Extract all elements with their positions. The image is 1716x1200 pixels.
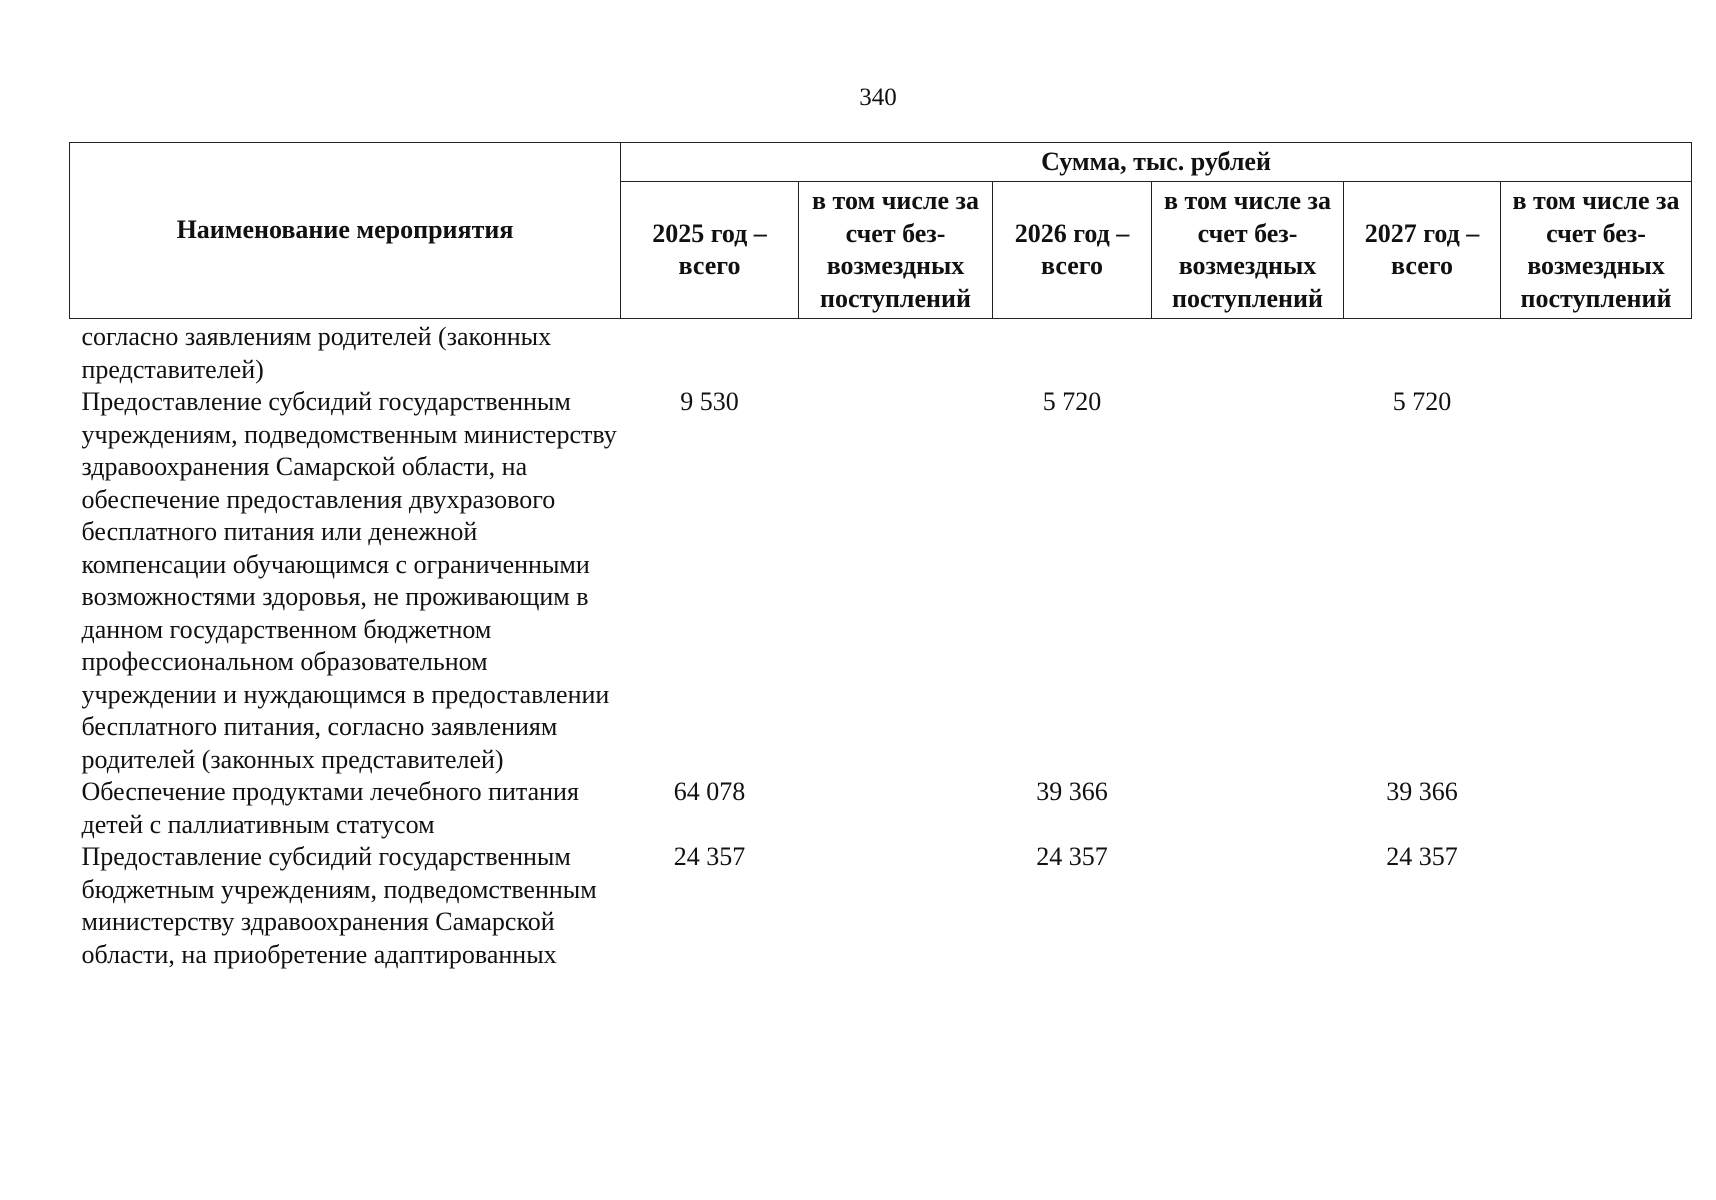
cell-2027-grants — [1501, 776, 1692, 841]
cell-2027-grants — [1501, 386, 1692, 776]
row-name: Предоставление субсидий государственным учреждениям, подведомственным министерству здравоохранения Самарской области, на обеспечение предоставления двухразового бесплатного питания или денежной компенсации обучающимся с ограниченными возможностями здоровья, не проживающим в данном государственном бюджетном профессиональном образовательном учреждении и нуждающимся в предоставлении бесплатного питания, согласно заявлениям родителей (законных представителей) — [81, 387, 617, 774]
cell-2025-total: 9 530 — [680, 387, 739, 416]
cell-2027-total: 5 720 — [1392, 387, 1452, 416]
cell-2026-grants — [1152, 776, 1344, 841]
row-name: Обеспечение продуктами лечебного питания детей с паллиативным статусом — [81, 777, 579, 839]
header-2027-grants: в том числе за счет без-возмездных поступлений — [1501, 182, 1692, 319]
cell-2026-grants — [1152, 841, 1344, 971]
table-row — [70, 841, 1692, 971]
page-number: 340 — [859, 84, 897, 111]
cell-2025-grants — [799, 841, 993, 971]
cell-2025-total — [621, 319, 799, 387]
table-row — [70, 776, 1692, 841]
header-2026-total: 2026 год – всего — [993, 182, 1152, 319]
cell-2026-grants — [1152, 386, 1344, 776]
cell-2026-total: 39 366 — [1036, 777, 1108, 806]
header-2026-grants: в том числе за счет без-возмездных поступлений — [1152, 182, 1344, 319]
cell-2026-total: 5 720 — [1042, 387, 1102, 416]
row-name: согласно заявлениям родителей (законных представителей) — [81, 322, 552, 384]
table-row — [70, 319, 1692, 387]
cell-2027-grants — [1501, 841, 1692, 971]
cell-2025-total: 64 078 — [673, 777, 746, 806]
cell-2027-total: 24 357 — [1386, 842, 1458, 871]
header-sum-group: Сумма, тыс. рублей — [621, 143, 1692, 182]
cell-2026-total: 24 357 — [1036, 842, 1108, 871]
header-activity-name: Наименование мероприятия — [70, 143, 621, 319]
header-2025-grants: в том числе за счет без-возмездных поступлений — [799, 182, 993, 319]
cell-2027-total — [1344, 319, 1501, 387]
table-row — [70, 386, 1692, 776]
cell-2025-grants — [799, 386, 993, 776]
cell-2026-total — [993, 319, 1152, 387]
budget-table — [69, 142, 1691, 971]
header-2025-total: 2025 год – всего — [621, 182, 799, 319]
cell-2025-grants — [799, 776, 993, 841]
cell-2025-grants — [799, 319, 993, 387]
cell-2027-total: 39 366 — [1386, 777, 1458, 806]
cell-2025-total: 24 357 — [673, 842, 746, 871]
row-name: Предоставление субсидий государственным бюджетным учреждениям, подведомственным министерству здравоохранения Самарской области, на приобретение адаптированных — [81, 842, 597, 969]
cell-2027-grants — [1501, 319, 1692, 387]
cell-2026-grants — [1152, 319, 1344, 387]
header-2027-total: 2027 год – всего — [1344, 182, 1501, 319]
